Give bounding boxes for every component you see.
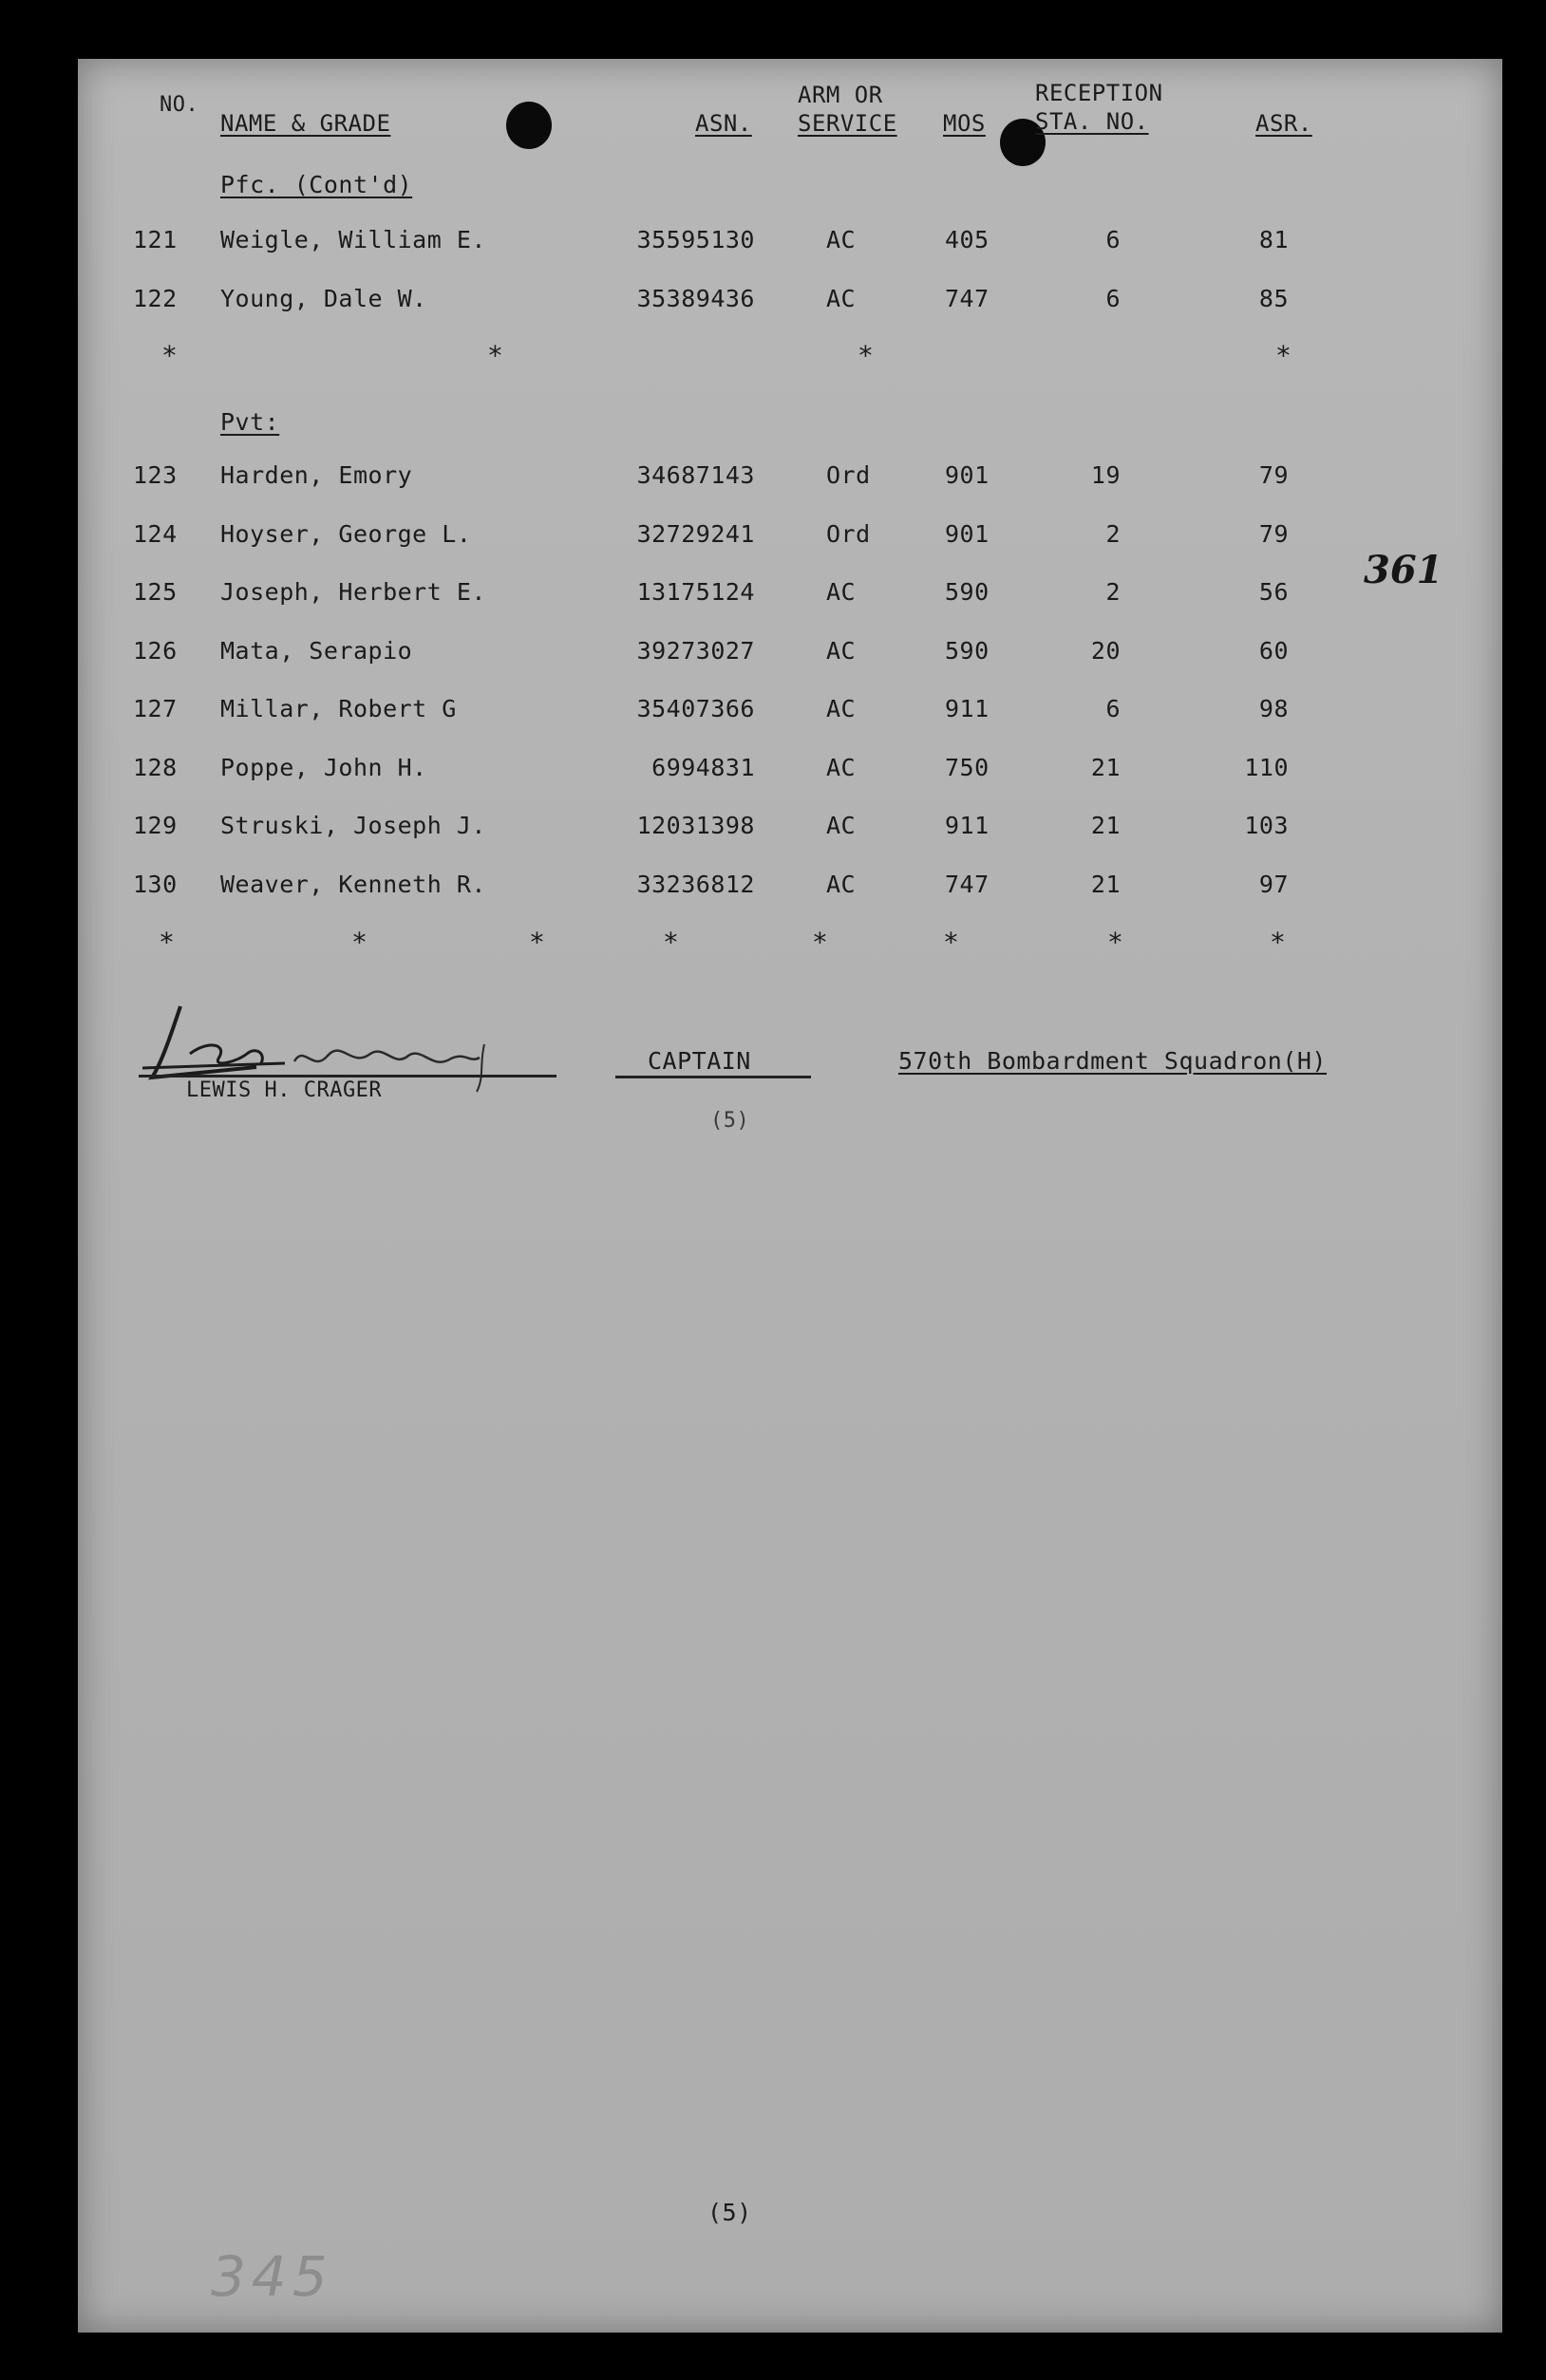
section-pfc-heading: Pfc. (Cont'd) bbox=[220, 171, 413, 198]
cell-arm: Ord bbox=[826, 461, 871, 489]
cell-mos: 901 bbox=[945, 461, 990, 489]
cell-asr: 56 bbox=[1258, 578, 1289, 606]
cell-sta: 6 bbox=[1105, 226, 1121, 253]
cell-arm: AC bbox=[826, 226, 857, 253]
signer-name: LEWIS H. CRAGER bbox=[186, 1078, 383, 1102]
cell-no: 129 bbox=[133, 812, 178, 839]
page-number: (5) bbox=[707, 2199, 752, 2226]
separator-star: * bbox=[663, 927, 679, 958]
small-page-number: (5) bbox=[710, 1109, 750, 1133]
cell-sta: 21 bbox=[1090, 753, 1121, 781]
cell-arm: AC bbox=[826, 636, 857, 665]
cell-asn: 6994831 bbox=[651, 753, 755, 781]
cell-arm: AC bbox=[826, 812, 857, 839]
cell-arm: AC bbox=[826, 578, 857, 606]
cell-name: Poppe, John H. bbox=[220, 753, 427, 781]
pencil-annotation: 345 bbox=[211, 2244, 333, 2309]
header-no-label: NO. bbox=[160, 93, 199, 117]
cell-mos: 590 bbox=[945, 578, 990, 606]
cell-mos: 747 bbox=[945, 285, 990, 312]
cell-no: 122 bbox=[133, 285, 178, 312]
separator-star: * bbox=[351, 927, 368, 958]
cell-arm: AC bbox=[826, 753, 857, 781]
header-reception-line2: STA. NO. bbox=[1035, 108, 1149, 135]
cell-sta: 2 bbox=[1105, 578, 1121, 606]
separator-star: * bbox=[529, 927, 545, 958]
separator-star: * bbox=[943, 927, 959, 958]
cell-asr: 97 bbox=[1258, 870, 1289, 898]
cell-asr: 79 bbox=[1258, 461, 1289, 489]
cell-asn: 33236812 bbox=[636, 870, 755, 898]
cell-sta: 2 bbox=[1105, 519, 1121, 548]
header-mos: MOS bbox=[943, 110, 986, 137]
cell-asn: 35595130 bbox=[636, 226, 755, 253]
separator-star: * bbox=[487, 340, 503, 371]
cell-asn: 34687143 bbox=[636, 461, 755, 489]
cell-asn: 12031398 bbox=[636, 812, 755, 839]
cell-no: 126 bbox=[133, 636, 178, 665]
cell-mos: 405 bbox=[945, 226, 990, 253]
cell-asr: 110 bbox=[1244, 753, 1289, 781]
section-pvt-heading: Pvt: bbox=[220, 408, 280, 436]
cell-name: Hoyser, George L. bbox=[220, 519, 472, 548]
cell-asr: 85 bbox=[1258, 285, 1289, 312]
signature-line bbox=[139, 1075, 556, 1078]
cell-arm: AC bbox=[826, 870, 857, 898]
cell-no: 123 bbox=[133, 461, 178, 489]
cell-asr: 79 bbox=[1258, 519, 1289, 548]
separator-star: * bbox=[161, 340, 178, 371]
header-arm-line1: ARM OR bbox=[798, 82, 883, 108]
cell-sta: 21 bbox=[1090, 812, 1121, 839]
stamped-page-number: 361 bbox=[1364, 548, 1443, 592]
separator-star: * bbox=[1275, 340, 1291, 371]
cell-name: Weigle, William E. bbox=[220, 226, 486, 253]
separator-star: * bbox=[1270, 927, 1286, 958]
cell-mos: 911 bbox=[945, 695, 990, 722]
rank-line bbox=[615, 1076, 811, 1078]
separator-star: * bbox=[858, 340, 874, 371]
cell-sta: 6 bbox=[1105, 695, 1121, 722]
header-asn: ASN. bbox=[695, 110, 752, 137]
cell-no: 127 bbox=[133, 695, 178, 722]
cell-asr: 98 bbox=[1258, 695, 1289, 722]
cell-no: 124 bbox=[133, 519, 178, 548]
punch-hole-left bbox=[506, 102, 552, 149]
cell-name: Mata, Serapio bbox=[220, 636, 413, 665]
cell-name: Struski, Joseph J. bbox=[220, 812, 486, 839]
cell-mos: 901 bbox=[945, 519, 990, 548]
cell-asr: 103 bbox=[1244, 812, 1289, 839]
cell-sta: 6 bbox=[1105, 285, 1121, 312]
cell-name: Millar, Robert G bbox=[220, 695, 457, 722]
document-page bbox=[78, 59, 1502, 2333]
cell-asn: 35389436 bbox=[636, 285, 755, 312]
cell-mos: 590 bbox=[945, 636, 990, 665]
cell-arm: AC bbox=[826, 285, 857, 312]
cell-asn: 35407366 bbox=[636, 695, 755, 722]
cell-name: Joseph, Herbert E. bbox=[220, 578, 486, 606]
cell-name: Young, Dale W. bbox=[220, 285, 427, 312]
cell-sta: 19 bbox=[1090, 461, 1121, 489]
cell-no: 125 bbox=[133, 578, 178, 606]
separator-star: * bbox=[812, 927, 828, 958]
cell-sta: 21 bbox=[1090, 870, 1121, 898]
header-asr: ASR. bbox=[1255, 110, 1312, 137]
header-reception-line1: RECEPTION bbox=[1035, 80, 1163, 106]
separator-star: * bbox=[1107, 927, 1123, 958]
cell-asn: 39273027 bbox=[636, 636, 755, 665]
cell-name: Harden, Emory bbox=[220, 461, 413, 489]
cell-no: 128 bbox=[133, 753, 178, 781]
signer-rank: CAPTAIN bbox=[648, 1047, 751, 1075]
cell-asn: 13175124 bbox=[636, 578, 755, 606]
cell-asr: 60 bbox=[1258, 636, 1289, 665]
cell-sta: 20 bbox=[1090, 636, 1121, 665]
cell-mos: 750 bbox=[945, 753, 990, 781]
cell-mos: 747 bbox=[945, 870, 990, 898]
separator-star: * bbox=[159, 927, 175, 958]
header-arm-line2: SERVICE bbox=[798, 110, 897, 137]
cell-no: 130 bbox=[133, 870, 178, 898]
header-name-grade: NAME & GRADE bbox=[220, 110, 391, 137]
cell-arm: AC bbox=[826, 695, 857, 722]
cell-mos: 911 bbox=[945, 812, 990, 839]
signer-unit: 570th Bombardment Squadron(H) bbox=[898, 1047, 1327, 1075]
cell-arm: Ord bbox=[826, 519, 871, 548]
cell-no: 121 bbox=[133, 226, 178, 253]
cell-asn: 32729241 bbox=[636, 519, 755, 548]
cell-asr: 81 bbox=[1258, 226, 1289, 253]
cell-name: Weaver, Kenneth R. bbox=[220, 870, 486, 898]
